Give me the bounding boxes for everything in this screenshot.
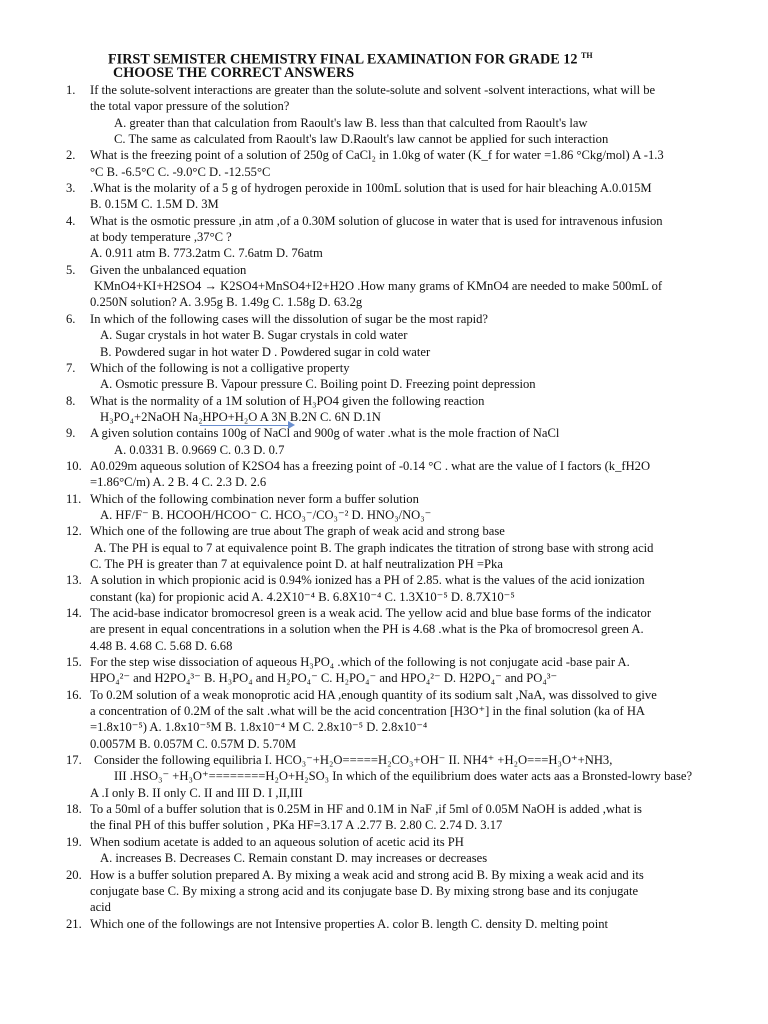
question-list bbox=[0, 82, 768, 932]
question-number: 6. bbox=[66, 311, 76, 326]
question-number: 15. bbox=[66, 655, 82, 670]
question-text-line: Which of the following is not a colligative property bbox=[90, 360, 350, 375]
question-text-line: B. 0.15M C. 1.5M D. 3M bbox=[90, 197, 219, 212]
exam-title-text: FIRST SEMISTER CHEMISTRY FINAL EXAMINATION FOR GRADE 12 bbox=[108, 51, 578, 68]
question-number: 16. bbox=[66, 687, 82, 702]
question-text-line: C. The same as calculated from Raoult's law D.Raoult's law cannot be applied for such interaction bbox=[114, 132, 609, 147]
question-text-line: HPO₄²⁻ and H2PO₄³⁻ B. H₃PO₄ and H₂PO₄⁻ C. H₂PO₄⁻ and HPO₄²⁻ D. H2PO₄⁻ and PO₄³⁻ bbox=[90, 671, 558, 686]
question-text-line: the final PH of this buffer solution , PKa HF=3.17 A .2.77 B. 2.80 C. 2.74 D. 3.17 bbox=[90, 818, 503, 833]
question-text-line: In which of the following cases will the dissolution of sugar be the most rapid? bbox=[90, 311, 489, 326]
question-text-line: 4.48 B. 4.68 C. 5.68 D. 6.68 bbox=[90, 638, 233, 653]
question-number: 8. bbox=[66, 393, 76, 408]
question-text-line: constant (ka) for propionic acid A. 4.2X10⁻⁴ B. 6.8X10⁻⁴ C. 1.3X10⁻⁵ D. 8.7X10⁻⁵ bbox=[90, 589, 515, 604]
question-item bbox=[0, 916, 730, 932]
question-text-line: acid bbox=[90, 900, 111, 915]
question-text-line: A. 0.911 atm B. 773.2atm C. 7.6atm D. 76atm bbox=[90, 246, 323, 261]
question-item bbox=[0, 213, 730, 262]
question-text-line: conjugate base C. By mixing a strong acid and its conjugate base D. By mixing strong base and its conjugate bbox=[90, 883, 639, 898]
question-text-line: Which one of the followings are not Intensive properties A. color B. length C. density D. melting point bbox=[90, 916, 608, 931]
question-item bbox=[0, 147, 730, 180]
question-text-line: The acid-base indicator bromocresol green is a weak acid. The yellow acid and blue base forms of the indicator bbox=[90, 606, 652, 620]
question-text-line: A. The PH is equal to 7 at equivalence point B. The graph indicates the titration of strong base with strong acid bbox=[94, 540, 654, 555]
question-number: 18. bbox=[66, 802, 82, 817]
question-item bbox=[0, 311, 730, 360]
question-item bbox=[0, 425, 730, 458]
question-number: 14. bbox=[66, 606, 82, 620]
question-text-line: KMnO4+KI+H2SO4 → K2SO4+MnSO4+I2+H2O .How many grams of KMnO4 are needed to make 500mL of bbox=[94, 279, 663, 294]
question-text-line: the total vapor pressure of the solution? bbox=[90, 99, 290, 114]
question-item bbox=[0, 82, 730, 147]
question-text-line: A. Sugar crystals in hot water B. Sugar crystals in cold water bbox=[100, 328, 408, 343]
reaction-arrow-line bbox=[200, 425, 292, 426]
question-text-line: A .I only B. II only C. II and III D. I ,II,III bbox=[90, 785, 303, 800]
question-text-line: °C B. -6.5°C C. -9.0°C D. -12.55°C bbox=[90, 164, 271, 179]
question-text-line: Given the unbalanced equation bbox=[90, 262, 247, 277]
question-number: 19. bbox=[66, 834, 82, 849]
question-text-line: A0.029m aqueous solution of K2SO4 has a freezing point of -0.14 °C . what are the value of I factors (k_fH2O bbox=[90, 458, 651, 473]
question-number: 1. bbox=[66, 83, 76, 97]
question-text-line: Which one of the following are true about The graph of weak acid and strong base bbox=[90, 524, 505, 539]
question-text-line: How is a buffer solution prepared A. By mixing a weak acid and strong acid B. By mixing a weak acid and its bbox=[90, 867, 644, 882]
question-text-line: III .HSO₃⁻ +H₃O⁺========H₂O+H₂SO₃ In which of the equilibrium does water acts aas a Bronsted-lowry base? bbox=[114, 769, 693, 784]
question-number: 7. bbox=[66, 360, 76, 375]
question-text-line: =1.86°C/m) A. 2 B. 4 C. 2.3 D. 2.6 bbox=[90, 475, 267, 490]
question-text-line: What is the osmotic pressure ,in atm ,of a 0.30M solution of glucose in water that is used for intravenous infusion bbox=[90, 213, 663, 228]
question-number: 2. bbox=[66, 148, 76, 163]
question-item bbox=[0, 752, 730, 801]
question-number: 20. bbox=[66, 867, 82, 882]
question-item bbox=[0, 687, 730, 752]
question-number: 11. bbox=[66, 491, 82, 506]
question-item bbox=[0, 801, 730, 834]
question-number: 4. bbox=[66, 213, 76, 228]
question-number: 9. bbox=[66, 426, 76, 441]
question-text-line: What is the normality of a 1M solution of H₃PO4 given the following reaction bbox=[90, 393, 485, 408]
question-item bbox=[0, 523, 730, 572]
question-text-line: C. The PH is greater than 7 at equivalence point D. at half neutralization PH =Pka bbox=[90, 556, 503, 571]
question-text-line: When sodium acetate is added to an aqueous solution of acetic acid its PH bbox=[90, 834, 464, 849]
question-item bbox=[0, 360, 730, 393]
question-text-line: .What is the molarity of a 5 g of hydrogen peroxide in 100mL solution that is used for hair bleaching A.0.015M bbox=[90, 181, 652, 196]
question-item bbox=[0, 867, 730, 916]
question-item bbox=[0, 491, 730, 524]
question-text-line: 0.250N solution? A. 3.95g B. 1.49g C. 1.58g D. 63.2g bbox=[90, 295, 363, 310]
question-text-line: For the step wise dissociation of aqueous H₃PO₄ .which of the following is not conjugate acid -base pair A. bbox=[90, 655, 630, 670]
question-text-line: =1.8x10⁻⁵) A. 1.8x10⁻⁵M B. 1.8x10⁻⁴ M C. 2.8x10⁻⁵ D. 2.8x10⁻⁴ bbox=[90, 720, 428, 735]
question-number: 12. bbox=[66, 524, 82, 539]
question-text-line: 0.0057M B. 0.057M C. 0.57M D. 5.70M bbox=[90, 736, 297, 751]
question-number: 10. bbox=[66, 458, 82, 473]
question-text-line: A. Osmotic pressure B. Vapour pressure C. Boiling point D. Freezing point depression bbox=[100, 377, 536, 392]
question-text-line: a concentration of 0.2M of the salt .what will be the acid concentration [H3O⁺] in the final solution (ka of HA bbox=[90, 704, 646, 719]
question-item bbox=[0, 458, 730, 491]
question-item bbox=[0, 393, 730, 426]
question-item bbox=[0, 605, 730, 654]
question-item bbox=[0, 834, 730, 867]
question-number: 13. bbox=[66, 573, 82, 588]
question-text-line: A. increases B. Decreases C. Remain constant D. may increases or decreases bbox=[100, 851, 488, 866]
question-text-line: H₃PO₄+2NaOH Na₂HPO+H₂O A 3N B.2N C. 6N D.1N bbox=[100, 409, 381, 424]
question-text-line: at body temperature ,37°C ? bbox=[90, 230, 232, 245]
question-number: 21. bbox=[66, 916, 82, 931]
question-item bbox=[0, 654, 730, 687]
question-text-line: A. greater than that calculation from Raoult's law B. less than that calculted from Raoult's law bbox=[114, 115, 588, 130]
question-text-line: If the solute-solvent interactions are greater than the solute-solute and solvent -solvent interactions, what will be bbox=[90, 83, 656, 97]
exam-title-superscript: TH bbox=[581, 51, 593, 60]
question-text-line: Which of the following combination never form a buffer solution bbox=[90, 491, 419, 506]
question-text-line: A. 0.0331 B. 0.9669 C. 0.3 D. 0.7 bbox=[114, 442, 285, 457]
question-item bbox=[0, 180, 730, 213]
question-text-line: Consider the following equilibria I. HCO₃⁻+H₂O=====H₂CO₃+OH⁻ II. NH4⁺ +H₂O===H₃O⁺+NH3, bbox=[94, 753, 613, 768]
question-text-line: To 0.2M solution of a weak monoprotic acid HA ,enough quantity of its sodium salt ,NaA, was dissolved to give bbox=[90, 687, 657, 702]
question-text-line: are present in equal concentrations in a solution when the PH is 4.68 .what is the Pka of bromocresol green A. bbox=[90, 622, 644, 637]
question-text-line: B. Powdered sugar in hot water D . Powdered sugar in cold water bbox=[100, 344, 431, 359]
question-number: 5. bbox=[66, 262, 76, 277]
question-number: 17. bbox=[66, 753, 82, 768]
question-text-line: A solution in which propionic acid is 0.94% ionized has a PH of 2.85. what is the values of the acid ionization bbox=[90, 573, 645, 588]
reaction-arrow-icon bbox=[288, 421, 295, 429]
question-text-line: What is the freezing point of a solution of 250g of CaCl₂ in 1.0kg of water (K_f for water =1.86 °Ckg/mol) A -1.3 bbox=[90, 148, 664, 163]
question-text-line: A. HF/F⁻ B. HCOOH/HCOO⁻ C. HCO₃⁻/CO₃⁻² D. HNO₃/NO₃⁻ bbox=[100, 507, 432, 522]
question-number: 3. bbox=[66, 181, 76, 196]
question-item bbox=[0, 262, 730, 311]
question-item bbox=[0, 572, 730, 605]
question-text-line: A given solution contains 100g of NaCl and 900g of water .what is the mole fraction of NaCl bbox=[90, 426, 560, 441]
exam-instructions: CHOOSE THE CORRECT ANSWERS bbox=[113, 65, 355, 81]
question-text-line: To a 50ml of a buffer solution that is 0.25M in HF and 0.1M in NaF ,if 5ml of 0.05M NaOH is added ,what is bbox=[90, 802, 642, 817]
